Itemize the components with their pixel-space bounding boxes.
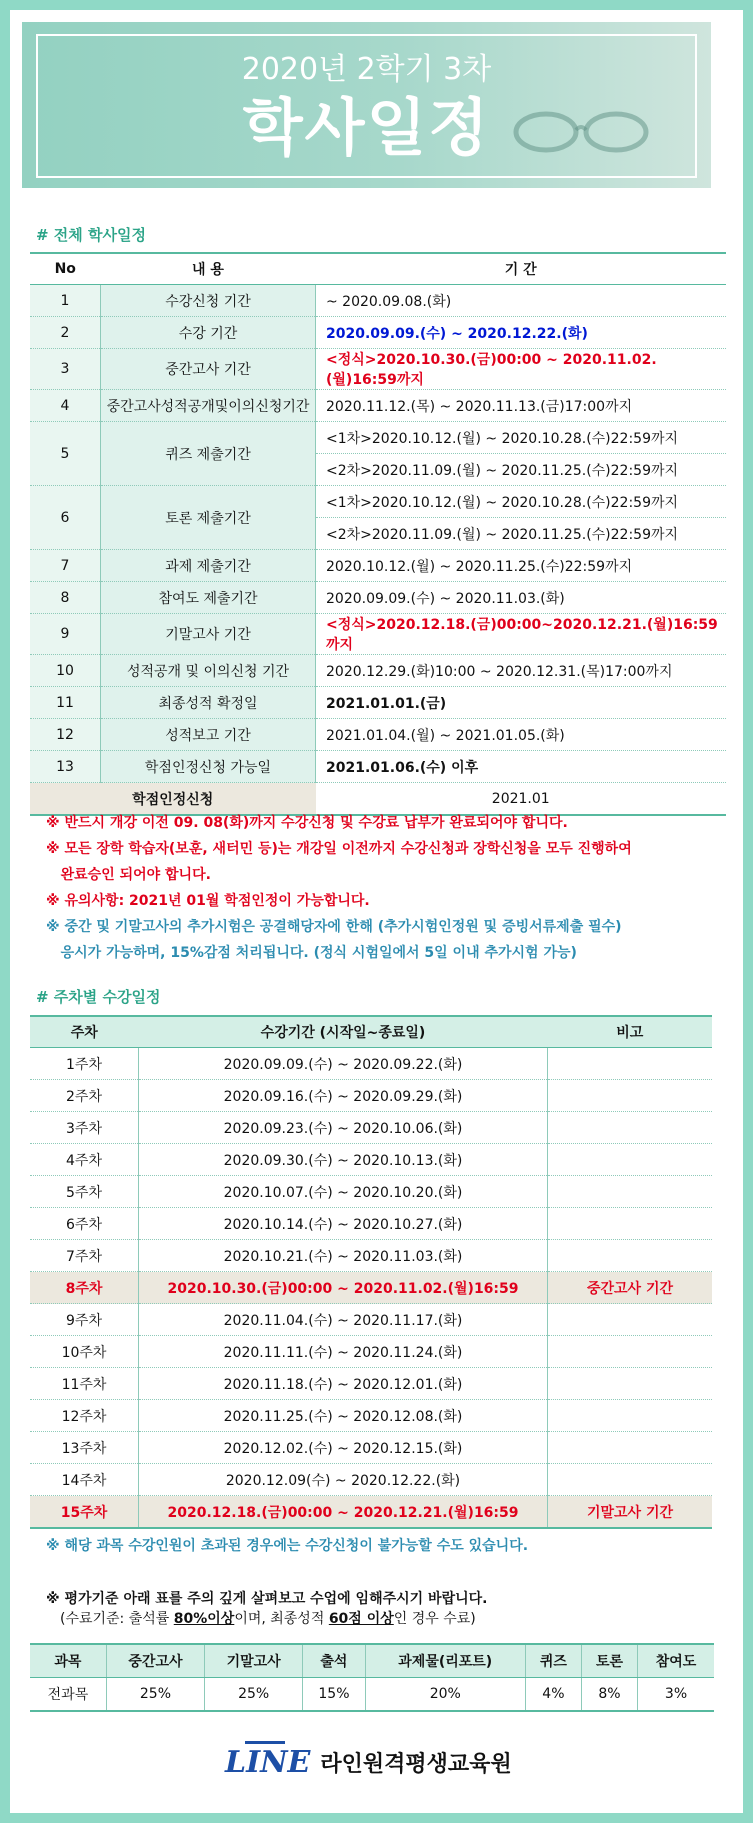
schedule-row [30,422,726,454]
week-row [30,1144,712,1176]
week-row [30,1304,712,1336]
grading-value-cell: 3% [638,1678,714,1712]
row-item: 최종성적 확정일 [101,687,316,719]
banner-title: 학사일정 [242,91,491,164]
week-row [30,1048,712,1080]
footer-brand [225,1742,512,1782]
line-logo [225,1745,310,1780]
row-number: 13 [30,751,101,783]
weekly-schedule-table [30,1015,712,1529]
row-item: 퀴즈 제출기간 [101,422,316,486]
notice-item: ※ 중간 및 기말고사의 추가시험은 공결해당자에 한해 (추가시험인정원 및 증빙서류제출 필수) [46,919,622,935]
logo-text: LINE [225,1744,311,1780]
week-note [548,1176,713,1208]
row-item: 기말고사 기간 [101,614,316,655]
grading-value-cell: 20% [365,1678,525,1712]
institution-name: 라인원격평생교육원 [320,1751,512,1777]
notice-item: ※ 유의사항: 2021년 01월 학점인정이 가능합니다. [46,893,370,909]
week-range: 2020.09.23.(수) ~ 2020.10.06.(화) [139,1112,548,1144]
week-note [548,1080,713,1112]
schedule-row [30,719,726,751]
week-note [548,1304,713,1336]
grading-note-line1: ※ 평가기준 아래 표를 주의 깊게 살펴보고 수업에 임해주시기 바랍니다. [46,1591,488,1607]
week-row [30,1176,712,1208]
header-cell: 기 간 [316,253,727,285]
row-item: 토론 제출기간 [101,486,316,550]
week-note [548,1400,713,1432]
row-item: 과제 제출기간 [101,550,316,582]
week-label: 15주차 [30,1496,139,1529]
week-label: 8주차 [30,1272,139,1304]
header-cell: 주차 [30,1016,139,1048]
week-note [548,1240,713,1272]
week-label: 11주차 [30,1368,139,1400]
week-label: 10주차 [30,1336,139,1368]
week-label: 2주차 [30,1080,139,1112]
section-title-overall: # 전체 학사일정 [36,226,146,244]
schedule-row [30,486,726,518]
row-number: 11 [30,687,101,719]
week-range: 2020.12.02.(수) ~ 2020.12.15.(화) [139,1432,548,1464]
grading-value-cell: 전과목 [30,1678,106,1712]
row-number: 9 [30,614,101,655]
row-number: 2 [30,317,101,349]
week-row [30,1432,712,1464]
week-row [30,1336,712,1368]
row-item: 중간고사성적공개및이의신청기간 [101,390,316,422]
header-cell: 내 용 [101,253,316,285]
section-title-weekly: # 주차별 수강일정 [36,988,161,1006]
week-row [30,1112,712,1144]
row-period: <2차>2020.11.09.(월) ~ 2020.11.25.(수)22:59까지 [316,454,727,486]
week-note [548,1432,713,1464]
row-item: 성적공개 및 이의신청 기간 [101,655,316,687]
row-period: 2020.09.09.(수) ~ 2020.12.22.(화) [316,317,727,349]
final-label: 학점인정신청 [30,783,316,816]
week-label: 4주차 [30,1144,139,1176]
week-range: 2020.11.04.(수) ~ 2020.11.17.(화) [139,1304,548,1336]
grading-header-cell: 과목 [30,1644,106,1678]
week-note [548,1144,713,1176]
week-row [30,1464,712,1496]
week-range: 2020.12.09(수) ~ 2020.12.22.(화) [139,1464,548,1496]
week-label: 5주차 [30,1176,139,1208]
row-number: 10 [30,655,101,687]
grading-table [30,1643,714,1712]
schedule-row [30,390,726,422]
header-banner [22,22,711,188]
grading-value-cell: 25% [106,1678,204,1712]
grading-header-cell: 참여도 [638,1644,714,1678]
grading-value-cell: 4% [525,1678,581,1712]
week-range: 2020.11.25.(수) ~ 2020.12.08.(화) [139,1400,548,1432]
row-item: 성적보고 기간 [101,719,316,751]
grading-header-cell: 기말고사 [205,1644,303,1678]
week-label: 7주차 [30,1240,139,1272]
row-period: 2020.10.12.(월) ~ 2020.11.25.(수)22:59까지 [316,550,727,582]
week-row [30,1240,712,1272]
schedule-row [30,349,726,390]
week-range: 2020.12.18.(금)00:00 ~ 2020.12.21.(월)16:59 [139,1496,548,1529]
notice-item: 완료승인 되어야 합니다. [46,867,211,883]
week-row [30,1208,712,1240]
grading-value-cell: 8% [581,1678,637,1712]
row-period: ~ 2020.09.08.(화) [316,285,727,317]
row-period: <정식>2020.10.30.(금)00:00 ~ 2020.11.02.(월)16:59까지 [316,349,727,390]
grading-header-cell: 과제물(리포트) [365,1644,525,1678]
week-note: 중간고사 기간 [548,1272,713,1304]
row-period: <1차>2020.10.12.(월) ~ 2020.10.28.(수)22:59까지 [316,486,727,518]
week-note [548,1464,713,1496]
week-note: 기말고사 기간 [548,1496,713,1529]
week-label: 1주차 [30,1048,139,1080]
grading-header-cell: 퀴즈 [525,1644,581,1678]
schedule-row [30,582,726,614]
week-row [30,1496,712,1529]
header-cell: 수강기간 (시작일~종료일) [139,1016,548,1048]
week-range: 2020.09.16.(수) ~ 2020.09.29.(화) [139,1080,548,1112]
row-item: 수강 기간 [101,317,316,349]
schedule-row [30,687,726,719]
grading-note [46,1589,487,1629]
schedule-row [30,655,726,687]
row-number: 6 [30,486,101,550]
row-item: 학점인정신청 가능일 [101,751,316,783]
week-range: 2020.11.11.(수) ~ 2020.11.24.(화) [139,1336,548,1368]
overall-schedule-table [30,252,726,816]
week-range: 2020.10.14.(수) ~ 2020.10.27.(화) [139,1208,548,1240]
week-row [30,1080,712,1112]
schedule-row [30,614,726,655]
week-note [548,1368,713,1400]
row-period: 2021.01.06.(수) 이후 [316,751,727,783]
row-period: 2020.09.09.(수) ~ 2020.11.03.(화) [316,582,727,614]
notice-item: ※ 모든 장학 학습자(보훈, 새터민 등)는 개강일 이전까지 수강신청과 장학신청을 모두 진행하여 [46,841,632,857]
row-item: 중간고사 기간 [101,349,316,390]
row-period: <1차>2020.10.12.(월) ~ 2020.10.28.(수)22:59까지 [316,422,727,454]
row-period: 2021.01.04.(월) ~ 2021.01.05.(화) [316,719,727,751]
week-range: 2020.09.30.(수) ~ 2020.10.13.(화) [139,1144,548,1176]
grading-value-cell: 25% [205,1678,303,1712]
criteria-text-mid: 이며, 최종성적 [234,1611,329,1627]
header-cell: No [30,253,101,285]
criteria-text-end: 인 경우 수료) [393,1611,476,1627]
grading-value-cell: 15% [303,1678,365,1712]
week-row [30,1400,712,1432]
criteria-text: (수료기준: 출석률 [60,1611,174,1627]
schedule-row [30,317,726,349]
score-criteria: 60점 이상 [328,1611,394,1627]
row-period: 2021.01.01.(금) [316,687,727,719]
week-label: 13주차 [30,1432,139,1464]
week-row [30,1368,712,1400]
row-item: 참여도 제출기간 [101,582,316,614]
final-value: 2021.01 [316,783,727,816]
grading-header-cell: 출석 [303,1644,365,1678]
row-period: <2차>2020.11.09.(월) ~ 2020.11.25.(수)22:59까지 [316,518,727,550]
week-label: 3주차 [30,1112,139,1144]
row-item: 수강신청 기간 [101,285,316,317]
week-range: 2020.11.18.(수) ~ 2020.12.01.(화) [139,1368,548,1400]
attendance-criteria: 80%이상 [173,1611,235,1627]
row-number: 3 [30,349,101,390]
row-number: 7 [30,550,101,582]
week-range: 2020.10.30.(금)00:00 ~ 2020.11.02.(월)16:59 [139,1272,548,1304]
week-label: 12주차 [30,1400,139,1432]
week-label: 6주차 [30,1208,139,1240]
capacity-note: ※ 해당 과목 수강인원이 초과된 경우에는 수강신청이 불가능할 수도 있습니다. [46,1538,529,1554]
row-number: 4 [30,390,101,422]
week-note [548,1336,713,1368]
row-period: 2020.12.29.(화)10:00 ~ 2020.12.31.(목)17:00까지 [316,655,727,687]
week-label: 14주차 [30,1464,139,1496]
schedule-row [30,285,726,317]
notice-item: ※ 반드시 개강 이전 09. 08(화)까지 수강신청 및 수강료 납부가 완료되어야 합니다. [46,815,568,831]
grading-header-cell: 토론 [581,1644,637,1678]
schedule-row [30,550,726,582]
notice-item: 응시가 가능하며, 15%감점 처리됩니다. (정식 시험일에서 5일 이내 추가시험 가능) [46,945,577,961]
week-range: 2020.09.09.(수) ~ 2020.09.22.(화) [139,1048,548,1080]
notice-list [46,810,706,966]
grading-note-line2 [46,1609,487,1629]
week-row [30,1272,712,1304]
header-cell: 비고 [548,1016,713,1048]
schedule-row [30,751,726,783]
week-note [548,1112,713,1144]
week-note [548,1208,713,1240]
week-range: 2020.10.21.(수) ~ 2020.11.03.(화) [139,1240,548,1272]
logo-roof-icon [245,1741,285,1750]
week-note [548,1048,713,1080]
row-number: 8 [30,582,101,614]
banner-subtitle: 2020년 2학기 3차 [241,52,492,87]
row-period: <정식>2020.12.18.(금)00:00~2020.12.21.(월)16:59까지 [316,614,727,655]
grading-header-cell: 중간고사 [106,1644,204,1678]
row-number: 12 [30,719,101,751]
row-period: 2020.11.12.(목) ~ 2020.11.13.(금)17:00까지 [316,390,727,422]
week-range: 2020.10.07.(수) ~ 2020.10.20.(화) [139,1176,548,1208]
row-number: 5 [30,422,101,486]
row-number: 1 [30,285,101,317]
week-label: 9주차 [30,1304,139,1336]
